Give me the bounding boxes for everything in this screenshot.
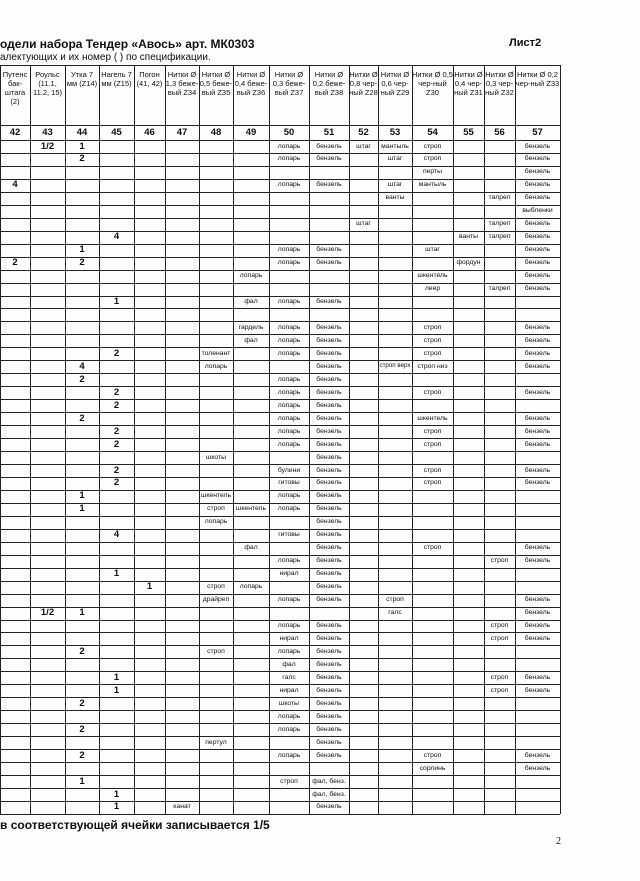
table-cell: лопарь: [204, 362, 228, 370]
table-cell: бензель: [316, 518, 342, 526]
table-cell: 1: [113, 801, 120, 813]
table-cell: бензель: [316, 440, 342, 448]
table-cell: ванты: [385, 194, 405, 202]
table-cell: 1: [79, 775, 85, 787]
table-cell: бензель: [316, 505, 342, 513]
table-cell: лопарь: [277, 401, 301, 409]
table-cell: 1: [113, 671, 120, 683]
table-cell: лопарь: [277, 440, 301, 448]
table-cell: лопарь: [277, 427, 301, 435]
table-cell: фордун: [456, 259, 481, 267]
table-cell: бензель: [316, 544, 342, 552]
table-cell: 1: [113, 296, 120, 308]
row-divider: [0, 451, 560, 452]
table-cell: фал, бенз.: [312, 790, 346, 798]
table-cell: бензель: [316, 323, 342, 331]
table-cell: штаг: [356, 142, 371, 150]
table-cell: бензель: [316, 647, 342, 655]
table-cell: бензель: [524, 142, 551, 150]
table-cell: гитовы: [278, 479, 300, 487]
table-cell: бензель: [316, 686, 342, 694]
table-cell: лопарь: [204, 518, 228, 526]
table-cell: бензель: [524, 388, 551, 396]
table-cell: бензель: [316, 155, 342, 163]
table-cell: 1/2: [40, 140, 55, 152]
column-header: Утка 7 мм (Z14): [66, 70, 98, 88]
table-cell: строп: [207, 505, 225, 513]
table-cell: бензель: [524, 285, 551, 293]
table-cell: строп: [423, 751, 442, 759]
table-cell: 2: [113, 438, 120, 450]
column-header: Нитки Ø 0,8 чер-ный Z28: [349, 70, 378, 97]
table-cell: бензель: [316, 336, 342, 344]
row-divider: [0, 736, 560, 737]
table-cell: бензель: [524, 764, 551, 772]
table-cell: бензель: [316, 298, 342, 306]
column-number: 46: [144, 127, 155, 138]
column-divider: [30, 65, 31, 814]
table-cell: бензель: [316, 673, 342, 681]
table-cell: бензель: [524, 168, 551, 176]
table-cell: галс: [388, 609, 402, 617]
table-cell: строп: [490, 557, 509, 565]
table-cell: строп: [423, 155, 442, 163]
table-cell: 2: [79, 723, 85, 735]
table-cell: мантыль: [418, 181, 447, 189]
table-cell: 1: [79, 244, 85, 256]
table-cell: бензель: [316, 699, 342, 707]
table-cell: лопарь: [277, 155, 301, 163]
table-cell: лопарь: [277, 375, 301, 383]
column-header: Нагель 7 мм (Z15): [101, 70, 132, 88]
table-cell: бензель: [524, 440, 551, 448]
table-cell: бензель: [316, 622, 342, 630]
column-header: Нитки Ø 0,4 чер-ный Z31: [454, 70, 483, 97]
table-cell: 2: [79, 257, 85, 269]
table-cell: лопарь: [277, 725, 301, 733]
column-divider: [233, 65, 234, 814]
table-cell: бензель: [524, 362, 551, 370]
column-divider: [378, 65, 379, 814]
table-cell: бензель: [524, 155, 551, 163]
table-cell: строп: [386, 596, 404, 604]
table-cell: шкентель: [417, 272, 448, 280]
table-cell: фал: [244, 336, 258, 344]
column-divider: [349, 65, 350, 814]
column-divider: [165, 65, 166, 814]
table-cell: талреп: [488, 233, 511, 241]
table-cell: бензель: [524, 194, 551, 202]
table-cell: строп: [423, 349, 442, 357]
column-header: Роульс (11.1, 11.2, 15): [32, 70, 63, 97]
table-cell: лопарь: [277, 142, 301, 150]
table-cell: лопарь: [277, 388, 301, 396]
table-cell: строп: [423, 544, 442, 552]
table-cell: 1: [113, 568, 120, 580]
table-cell: строп: [280, 777, 298, 785]
table-cell: строп: [423, 323, 442, 331]
column-number: 55: [463, 127, 474, 138]
row-divider: [0, 218, 560, 219]
table-cell: 2: [113, 399, 120, 411]
table-cell: 2: [113, 464, 120, 476]
table-cell: 2: [113, 425, 120, 437]
table-cell: галс: [282, 673, 296, 681]
table-cell: канат: [173, 803, 191, 811]
table-cell: бензель: [316, 531, 342, 539]
table-cell: бензель: [316, 660, 342, 668]
table-cell: бензель: [316, 259, 342, 267]
table-cell: бензель: [524, 336, 551, 344]
row-divider: [0, 542, 560, 543]
table-cell: бензель: [524, 427, 551, 435]
table-cell: лопарь: [277, 298, 301, 306]
table-cell: 1: [113, 684, 120, 696]
table-cell: булини: [277, 466, 301, 474]
column-divider: [453, 65, 454, 814]
table-cell: нирал: [279, 570, 299, 578]
table-cell: бензель: [524, 673, 551, 681]
table-cell: драйреп: [202, 596, 230, 604]
table-cell: бензель: [524, 686, 551, 694]
table-cell: бензель: [316, 570, 342, 578]
table-cell: строп: [490, 622, 509, 630]
column-header: Нитки Ø 0,2 беже-вый Z38: [312, 70, 346, 97]
column-divider: [0, 65, 1, 814]
table-cell: 1: [79, 490, 85, 502]
table-cell: толенант: [201, 349, 231, 357]
table-cell: 2: [79, 412, 85, 424]
column-number: 53: [389, 127, 401, 138]
table-cell: 1: [146, 581, 153, 593]
column-number: 57: [532, 127, 543, 138]
column-header: Нитки Ø 0,3 беже-вый Z37: [272, 70, 306, 97]
table-cell: бензель: [316, 142, 342, 150]
table-cell: 4: [113, 529, 120, 541]
column-header: Нитки Ø 0,2 чер-ный Z33: [515, 70, 560, 88]
column-header: Нитки Ø 0,3 чер-ный Z32: [485, 70, 514, 97]
table-cell: гитовы: [278, 531, 300, 539]
column-number: 43: [42, 127, 53, 138]
table-cell: бензель: [316, 557, 342, 565]
table-cell: нирал: [279, 634, 299, 642]
table-cell: строп: [490, 634, 509, 642]
table-cell: 1: [113, 788, 120, 800]
table-cell: 2: [79, 749, 85, 761]
table-cell: бензель: [524, 609, 551, 617]
table-cell: 2: [113, 347, 120, 359]
table-cell: лопарь: [277, 323, 301, 331]
table-cell: бензель: [524, 233, 551, 241]
row-divider: [0, 762, 560, 763]
table-cell: бензель: [316, 453, 342, 461]
table-cell: лопарь: [277, 349, 301, 357]
table-cell: бензель: [316, 349, 342, 357]
table-cell: лопарь: [277, 751, 301, 759]
column-header: Нитки Ø 0,4 беже-вый Z36: [234, 70, 268, 97]
table-cell: бензель: [316, 751, 342, 759]
table-cell: бензель: [524, 557, 551, 565]
column-divider: [484, 65, 485, 814]
table-cell: лопарь: [277, 259, 301, 267]
table-cell: мантыль: [381, 142, 409, 150]
table-cell: бензель: [316, 427, 342, 435]
table-cell: шкоты: [205, 453, 227, 461]
document-subtitle: алектующих и их номер ( ) по спецификации.: [0, 52, 211, 63]
table-cell: бензель: [316, 401, 342, 409]
table-cell: бензель: [524, 622, 551, 630]
table-cell: лопарь: [277, 557, 301, 565]
column-number: 56: [494, 127, 505, 138]
table-cell: лопарь: [277, 492, 301, 500]
table-cell: 4: [113, 231, 120, 243]
table-cell: 1/2: [40, 607, 55, 619]
row-divider: [0, 581, 560, 582]
table-cell: лопарь: [277, 712, 301, 720]
page-number: 2: [556, 836, 561, 847]
table-cell: талреп: [488, 194, 511, 202]
table-cell: талреп: [488, 220, 511, 228]
table-cell: 2: [113, 477, 120, 489]
table-cell: бензель: [316, 181, 342, 189]
row-divider: [0, 814, 560, 815]
table-cell: лопарь: [277, 414, 301, 422]
table-cell: 4: [79, 360, 85, 372]
sheet-number: Лист2: [509, 37, 542, 49]
table-cell: 2: [12, 257, 18, 269]
column-number: 49: [245, 127, 257, 138]
row-divider: [0, 166, 560, 167]
column-divider: [560, 65, 561, 814]
row-divider: [0, 205, 560, 206]
table-cell: лопарь: [277, 336, 301, 344]
column-divider: [199, 65, 200, 814]
row-divider: [0, 308, 560, 309]
table-cell: 1: [79, 503, 85, 515]
table-cell: бензель: [316, 596, 342, 604]
column-number: 48: [210, 127, 222, 138]
table-cell: 1: [79, 140, 85, 152]
table-cell: строп: [423, 440, 442, 448]
table-cell: выбленки: [522, 207, 553, 215]
table-cell: бензель: [524, 479, 551, 487]
document-title: одели набора Тендер «Авось» арт. МК0303: [0, 37, 255, 51]
column-header: Путенс бак-штага (2): [2, 70, 28, 106]
table-cell: бензель: [316, 634, 342, 642]
table-cell: бензель: [524, 466, 551, 474]
table-cell: 2: [113, 386, 120, 398]
table-cell: бензель: [524, 323, 551, 331]
table-cell: строп низ: [417, 362, 448, 370]
table-cell: штаг: [356, 220, 371, 228]
table-cell: строп: [423, 466, 442, 474]
column-number: 42: [9, 127, 21, 138]
table-cell: бензель: [524, 751, 551, 759]
table-cell: 4: [12, 179, 18, 191]
table-cell: бензель: [316, 479, 342, 487]
table-cell: гардель: [238, 323, 264, 331]
table-cell: 2: [79, 373, 85, 385]
table-cell: лопарь: [239, 583, 263, 591]
row-divider: [0, 516, 560, 517]
table-cell: бензель: [316, 803, 342, 811]
table-cell: пертул: [205, 738, 227, 746]
column-number: 45: [111, 127, 122, 138]
table-cell: бензель: [316, 492, 342, 500]
table-cell: бензель: [316, 414, 342, 422]
column-number: 47: [176, 127, 188, 138]
table-cell: бензель: [524, 544, 551, 552]
table-cell: строп верх: [379, 361, 411, 369]
row-divider: [0, 283, 560, 284]
table-cell: бензель: [524, 259, 551, 267]
table-cell: талреп: [488, 285, 511, 293]
column-header: Нитки Ø 0,5 беже-вый Z35: [199, 70, 233, 97]
table-cell: бензель: [524, 181, 551, 189]
table-cell: фал: [244, 298, 258, 306]
column-header: Нитки Ø 1,3 беже-вый Z34: [165, 70, 199, 97]
table-cell: шкоты: [278, 699, 300, 707]
table-cell: 2: [79, 153, 85, 165]
table-cell: строп: [490, 673, 509, 681]
table-cell: бензель: [524, 414, 551, 422]
column-header: Нитки Ø 0,5 чер-ный Z30: [412, 70, 453, 97]
row-divider: [0, 270, 560, 271]
footer-note: в соответствующей ячейки записывается 1/5: [0, 818, 270, 832]
table-cell: лопарь: [277, 647, 301, 655]
table-cell: шкентель: [417, 414, 448, 422]
table-cell: лопарь: [277, 596, 301, 604]
table-cell: строп: [423, 142, 442, 150]
column-number: 50: [283, 127, 295, 138]
table-cell: строп: [207, 647, 225, 655]
row-divider: [0, 125, 560, 126]
table-cell: сорлинь: [419, 764, 446, 772]
table-cell: бензель: [524, 220, 551, 228]
table-cell: лопарь: [277, 505, 301, 513]
table-cell: бензель: [316, 738, 342, 746]
column-number: 54: [427, 127, 438, 138]
table-cell: 2: [79, 697, 85, 709]
table-cell: лопарь: [277, 622, 301, 630]
table-cell: нирал: [279, 686, 299, 694]
table-cell: бензель: [316, 246, 342, 254]
table-cell: фал, бенз.: [312, 777, 346, 785]
row-divider: [0, 788, 560, 789]
column-number: 52: [358, 127, 369, 138]
table-cell: строп: [423, 336, 442, 344]
table-cell: ванты: [458, 233, 479, 241]
table-cell: перты: [422, 168, 443, 176]
table-cell: лопарь: [239, 272, 263, 280]
row-divider: [0, 65, 560, 66]
table-cell: бензель: [316, 466, 342, 474]
table-cell: штаг: [425, 246, 440, 254]
row-divider: [0, 801, 560, 802]
column-header: Погон (41, 42): [136, 70, 163, 88]
table-cell: бензель: [524, 634, 551, 642]
table-cell: бензель: [524, 246, 551, 254]
table-cell: лопарь: [277, 181, 301, 189]
table-cell: леер: [424, 285, 441, 293]
table-cell: лопарь: [277, 246, 301, 254]
table-cell: бензель: [316, 725, 342, 733]
table-cell: бензель: [524, 349, 551, 357]
column-header: Нитки Ø 0,6 чер-ный Z29: [380, 70, 410, 97]
table-cell: фал: [282, 660, 296, 668]
column-number: 44: [76, 127, 88, 138]
table-cell: строп: [423, 388, 442, 396]
table-cell: строп: [207, 583, 225, 591]
column-number: 51: [323, 127, 335, 138]
table-cell: бензель: [316, 583, 342, 591]
table-cell: бензель: [524, 272, 551, 280]
table-cell: фал: [244, 544, 258, 552]
table-cell: шкентель: [235, 505, 267, 513]
table-cell: бензель: [316, 362, 342, 370]
row-divider: [0, 192, 560, 193]
table-cell: строп: [423, 479, 442, 487]
table-cell: бензель: [316, 375, 342, 383]
table-cell: 2: [79, 645, 85, 657]
table-cell: строп: [423, 427, 442, 435]
table-cell: бензель: [316, 388, 342, 396]
table-cell: бензель: [524, 596, 551, 604]
table-cell: бензель: [316, 712, 342, 720]
table-cell: шкентель: [200, 492, 232, 500]
table-cell: 1: [79, 607, 85, 619]
column-divider: [134, 65, 135, 814]
table-cell: штаг: [387, 181, 403, 189]
table-cell: строп: [490, 686, 509, 694]
table-cell: штаг: [387, 155, 403, 163]
